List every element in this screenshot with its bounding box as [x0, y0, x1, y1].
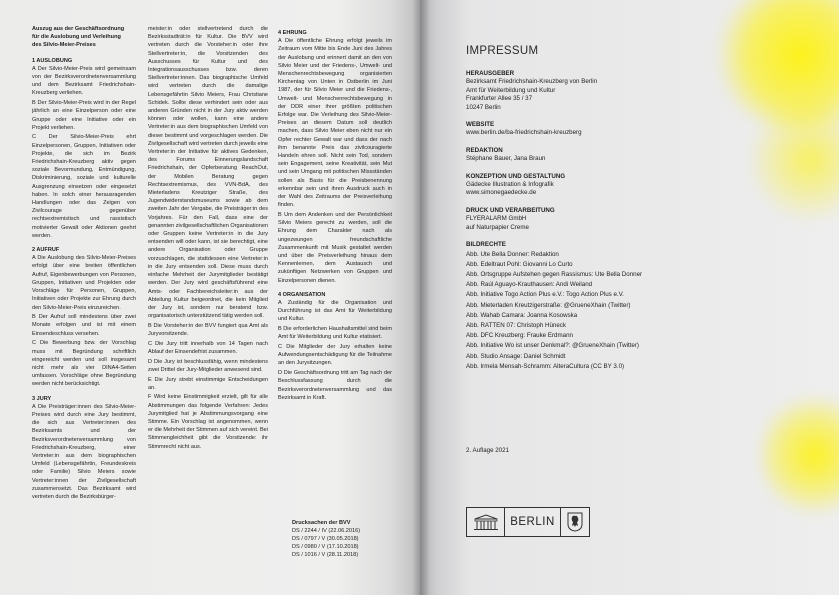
impressum-title: IMPRESSUM [466, 45, 539, 57]
credits-list [466, 250, 666, 372]
column-3 [278, 25, 392, 403]
berlin-logo [466, 507, 590, 537]
impressum-line: 10247 Berlin [466, 103, 501, 111]
print-references [292, 519, 360, 559]
paragraph: B Die erforderlichen Haushaltsmittel sind beim Amt für Weiterbildung und Kultur etatisiert. [278, 326, 392, 341]
credit-line: Abb. Wahab Camara: Joanna Kosowska [466, 311, 578, 319]
credits-label: BILDRECHTE [466, 241, 506, 249]
impressum [466, 45, 666, 372]
impressum-line: Stéphane Bauer, Jana Braun [466, 155, 546, 163]
paragraph: B Der Aufruf soll mindestens über zwei Monate erfolgen und ist mit einem Einsendeschluss versehen. [32, 314, 136, 337]
paragraph: A Die Auslobung des Silvio-Meier-Preises erfolgt über eine breiten öffentlichen Aufruf, Eigenbewerbungen von Personen, Gruppen, Initiativen und Projekten oder Vorschläge für Personen, Gruppen, Initiativen oder Projekte zur Ehrung durch den Silvio-Meier-Preis einzureichen. [32, 255, 136, 311]
column-2 [148, 25, 268, 452]
paragraph: B Die Vorsteher:in der BVV fungiert qua Amt als Juryvorsitzende. [148, 322, 268, 338]
credit-line: Abb. Edeltraut Pohl: Giovanni Lo Curto [466, 260, 573, 268]
impressum-line: auf Naturpapier Creme [466, 223, 529, 231]
bylaws-intro [32, 25, 136, 50]
credit-line: Abb. Mieterladen Kreutzigerstraße: @GrueneXhain (Twitter) [466, 301, 631, 309]
paragraph: B Der Silvio-Meier-Preis wird in der Regel jährlich an eine Einzelperson oder eine Gruppe oder eine Initiative oder ein Projekt verliehen. [32, 100, 136, 131]
paragraph: E Die Jury strebt einstimmige Entscheidungen an. [148, 376, 268, 391]
paragraph: C Die Mitglieder der Jury erhalten keine Aufwendungsentschädigung für die Teilnahme an den Jurysitzungen. [278, 344, 392, 367]
impressum-label: KONZEPTION UND GESTALTUNG [466, 172, 566, 180]
print-references-heading: Drucksachen der BVV [292, 520, 351, 526]
print-reference: DS / 1016 / V (28.11.2018) [292, 552, 359, 558]
credit-line: Abb. Initiative Togo Action Plus e.V.: Togo Action Plus e.V. [466, 291, 624, 299]
impressum-line: Gädecke Illustration & Infografik [466, 181, 554, 189]
impressum-line: Amt für Weiterbildung und Kultur [466, 86, 556, 94]
yellow-splash [760, 390, 839, 520]
brandenburg-gate-icon [467, 508, 505, 536]
credit-line: Abb. DFC Kreuzberg: Frauke Erdmann [466, 332, 573, 340]
impressum-label: HERAUSGEBER [466, 70, 515, 77]
image-credits [466, 241, 666, 372]
credit-line: Abb. Studio Ansage: Daniel Schmidt [466, 352, 566, 360]
paragraph: A Zuständig für die Organisation und Durchführung ist das Amt für Weiterbildung und Kultur. [278, 300, 392, 323]
credit-line: Abb. Ortsgruppe Aufstehen gegen Rassismus: Ute Bella Donner [466, 270, 643, 278]
paragraph: F Wird keine Einstimmigkeit erzielt, gilt für alle Abstimmungen das folgende Verfahren: Jedes Jurymitglied hat je Abstimmungsvorgang eine Stimme. Ein Vorschlag ist angenommen, wenn er die Mehrheit der Stimmen auf sich vereint. Bei Stimmengleichheit gibt die Vorsitzende: ihr Stimmrecht nicht aus. [148, 394, 268, 450]
paragraph: A Die Preisträger:innen des Silvio-Meier-Preises wird durch eine Jury bestimmt, die sich aus Vertreter:innen des Bezirksamts und der Bezirksverordnetenversammlung von Friedrichshain-Kreuzberg, einer Vertreter:in aus dem biographischen Umfeld (Lebensgefährtin, Freundeskreis oder Familie) Silvio Meiers sowie Vertreter:innen der Zivilgesellschaft zusammensetzt. Das Bezirksamt wird vertreten durch die Bezirksbürger- [32, 403, 136, 500]
paragraph: C Der Silvio-Meier-Preis ehrt Einzelpersonen, Gruppen, Initiativen oder Projekte, die sich im Bezirk Friedrichshain-Kreuzberg aktiv gegen soziale Bevormundung, Entmündigung, Diskriminierung, soziale und kulturelle Ausgrenzung einsetzen oder eingesetzt haben. In solch einer herausragenden Handlungen oder das Zeigen von Zivilcourage gegenüber rechtsextremistisch und rassistisch motivierter Gewalt oder Aktionen geehrt werden. [32, 134, 136, 239]
impressum-line: Frankfurter Allee 35 / 37 [466, 95, 533, 103]
paragraph: A Die öffentliche Ehrung erfolgt jeweils im Zeitraum vom Mitte bis Ende Juni des Jahres der Auslobung und erinnert damit an den von Silvio Meier und der Friedens-, Umwelt- und Menschenrechtsbewegung organisierten Kirchentag von Unten in Ostberlin im Juni 1987, der für Silvio Meier und die Friedens-, Umwelt- und Menschenrechtsbewegung in der DDR einer ihrer größten politischen Erfolge war. Die Verleihung des Silvio-Meier-Preises an diesem Datum soll deutlich machen, dass Silvio Meier eben nicht nur ein Opfer rechter Gewalt war und dass der nach ihm benannte Preis das zivilcouragierte Handeln ehren soll. Nicht sein Tod, sondern sein Engagement, seine Kreativität, sein Mut und sein Umgang mit politischen Missständen sollen als Basis für die Preisbenennung erkennbar sein und ihren Ausdruck auch in der Wahl des Zeitraums der Preisverleihung finden. [278, 38, 392, 209]
credit-line: Abb. RATTEN 07: Christoph Hüneck [466, 321, 566, 329]
impressum-label: REDAKTION [466, 146, 503, 154]
column-body [32, 57, 136, 502]
column-body [148, 25, 268, 451]
intro-line: des Silvio-Meier-Preises [32, 42, 96, 49]
print-reference: DS / 0980 / V (17.10.2018) [292, 544, 359, 550]
impressum-line: FLYERALARM GmbH [466, 215, 527, 223]
intro-line: für die Auslobung und Verleihung [32, 34, 121, 41]
paragraph: B Um dem Andenken und der Persönlichkeit Silvio Meiers gerecht zu werden, soll die Ehrung dem Charakter nach als ungezwungen freundschaftliche Zusammenkunft mit Musik gestaltet werden und über die Preisverleihung hinaus dem Kennenlernen, dem Austausch und zukünftigen Netzwerken von Gruppen und Einzelpersonen dienen. [278, 211, 392, 284]
intro-line: Auszug aus der Geschäftsordnung [32, 26, 125, 32]
paragraph: A Der Silvio-Meier-Preis wird gemeinsam von der Bezirksverordnetenversammlung und dem Bezirksamt Friedrichshain-Kreuzberg verliehen. [32, 65, 136, 97]
print-reference: DS / 0797 / V (30.05.2018) [292, 536, 359, 542]
berlin-bear-icon [561, 508, 589, 536]
credit-line: Abb. Irmela Mensah-Schramm: AlteraCultura (CC BY 3.0) [466, 362, 625, 370]
edition-note: 2. Auflage 2021 [466, 447, 510, 454]
print-reference: DS / 2244 / IV (22.06.2016) [292, 528, 361, 534]
book-spine [412, 0, 430, 595]
paragraph: D Die Geschäftsordnung tritt am Tag nach der Beschlussfassung durch die Bezirksverordnetenversammlung und das Bezirksamt in Kraft. [278, 370, 392, 401]
impressum-sections [466, 70, 666, 232]
impressum-label: WEBSITE [466, 121, 495, 129]
credit-line: Abb. Ute Bella Donner: Redaktion [466, 250, 559, 258]
paragraph: C Die Bewerbung bzw. der Vorschlag muss mit Begründung schriftlich eingereicht werden und soll insgesamt nicht mehr als vier DINA4-Seiten umfassen. Vorschläge ohne Begründung werden nicht berücksichtigt. [32, 340, 136, 388]
impressum-line: www.simonegaedecke.de [466, 189, 537, 197]
section-heading: 3 JURY [32, 395, 52, 402]
paragraph: C Die Jury tritt innerhalb von 14 Tagen nach Ablauf der Einsendefrist zusammen. [148, 340, 268, 355]
paragraph: D Die Jury ist beschlussfähig, wenn mindestens zwei Drittel der Jury-Mitglieder anwesend sind. [148, 358, 268, 373]
paragraph: meister:in oder stellvertretend durch die Bezirksstadträt:in für Kultur. Die BVV wird vertreten durch die Vorsteher:in oder ihre Stellvertreter:in, die Vorsitzenden des Ausschusses für Kultur und des Integrationsausschusses bzw. deren Stellvertreter:innen. Das biographische Umfeld wird vertreten durch die damalige Lebensgefährtin Silvio Meiers, Frau Christiane Schidek. Sollte diese verhindert sein oder aus anderen Gründen nicht in der Jury aktiv werden können oder wollen, kann eine andere Vertreter:in aus dem biographischen Umfeld von dieser bestimmt und vorgeschlagen werden. Die Zivilgesellschaft wird vertreten durch jeweils eine Vertreter:in der Initiative für aktives Gedenken, des Forums Einnerungslandschaft Friedrichshain, der Opferberatung ReachOut, der Mobilen Beratung gegen Rechtsextremismus, des VVN-BdA, des Mieterladens Kreutziger Straße, des Jugendwiderstandsmuseums sowie ab dem zweiten Jahr der Vergabe, die Preisträger:in des Vorjahres. Für den Fall, dass eine der genannten zivilgesellschaftlichen Organisationen oder Gruppen keine Vertreter:in in die Jury entsenden will oder kann, ist sie berechtigt, eine andere Organisation oder Gruppe vorzuschlagen, die stattdessen eine Vertreter:in in die Jury entsenden soll. Diese muss durch einfache Mehrheit der Jurymitglieder bestätigt werden. Der Jury wird geschäftsführend eine Amts- oder Fachbereichsleiter:in aus der Abteilung Kultur beigeordnet, die kein Mitglied der Jury ist, sondern nur beratend bzw. organisatorisch unterstützend tätig werden soll. [148, 26, 268, 320]
credit-line: Abb. Raúl Aguayo-Krauthausen: Andi Weiland [466, 281, 593, 289]
impressum-line: www.berlin.de/ba-friedrichshain-kreuzberg [466, 129, 582, 137]
credit-line: Abb. Initiative Wo ist unser Denkmal?: @GrueneXhain (Twitter) [466, 342, 639, 350]
berlin-wordmark: BERLIN [505, 508, 561, 536]
impressum-line: Bezirksamt Friedrichshain-Kreuzberg von Berlin [466, 78, 598, 86]
column-body [278, 29, 392, 402]
section-heading: 1 AUSLOBUNG [32, 57, 73, 64]
section-heading: 4 EHRUNG [278, 30, 307, 36]
impressum-label: DRUCK UND VERARBEITUNG [466, 206, 555, 214]
column-1 [32, 25, 136, 503]
section-heading: 4 ORGANISATION [278, 291, 326, 298]
section-heading: 2 AUFRUF [32, 247, 60, 254]
